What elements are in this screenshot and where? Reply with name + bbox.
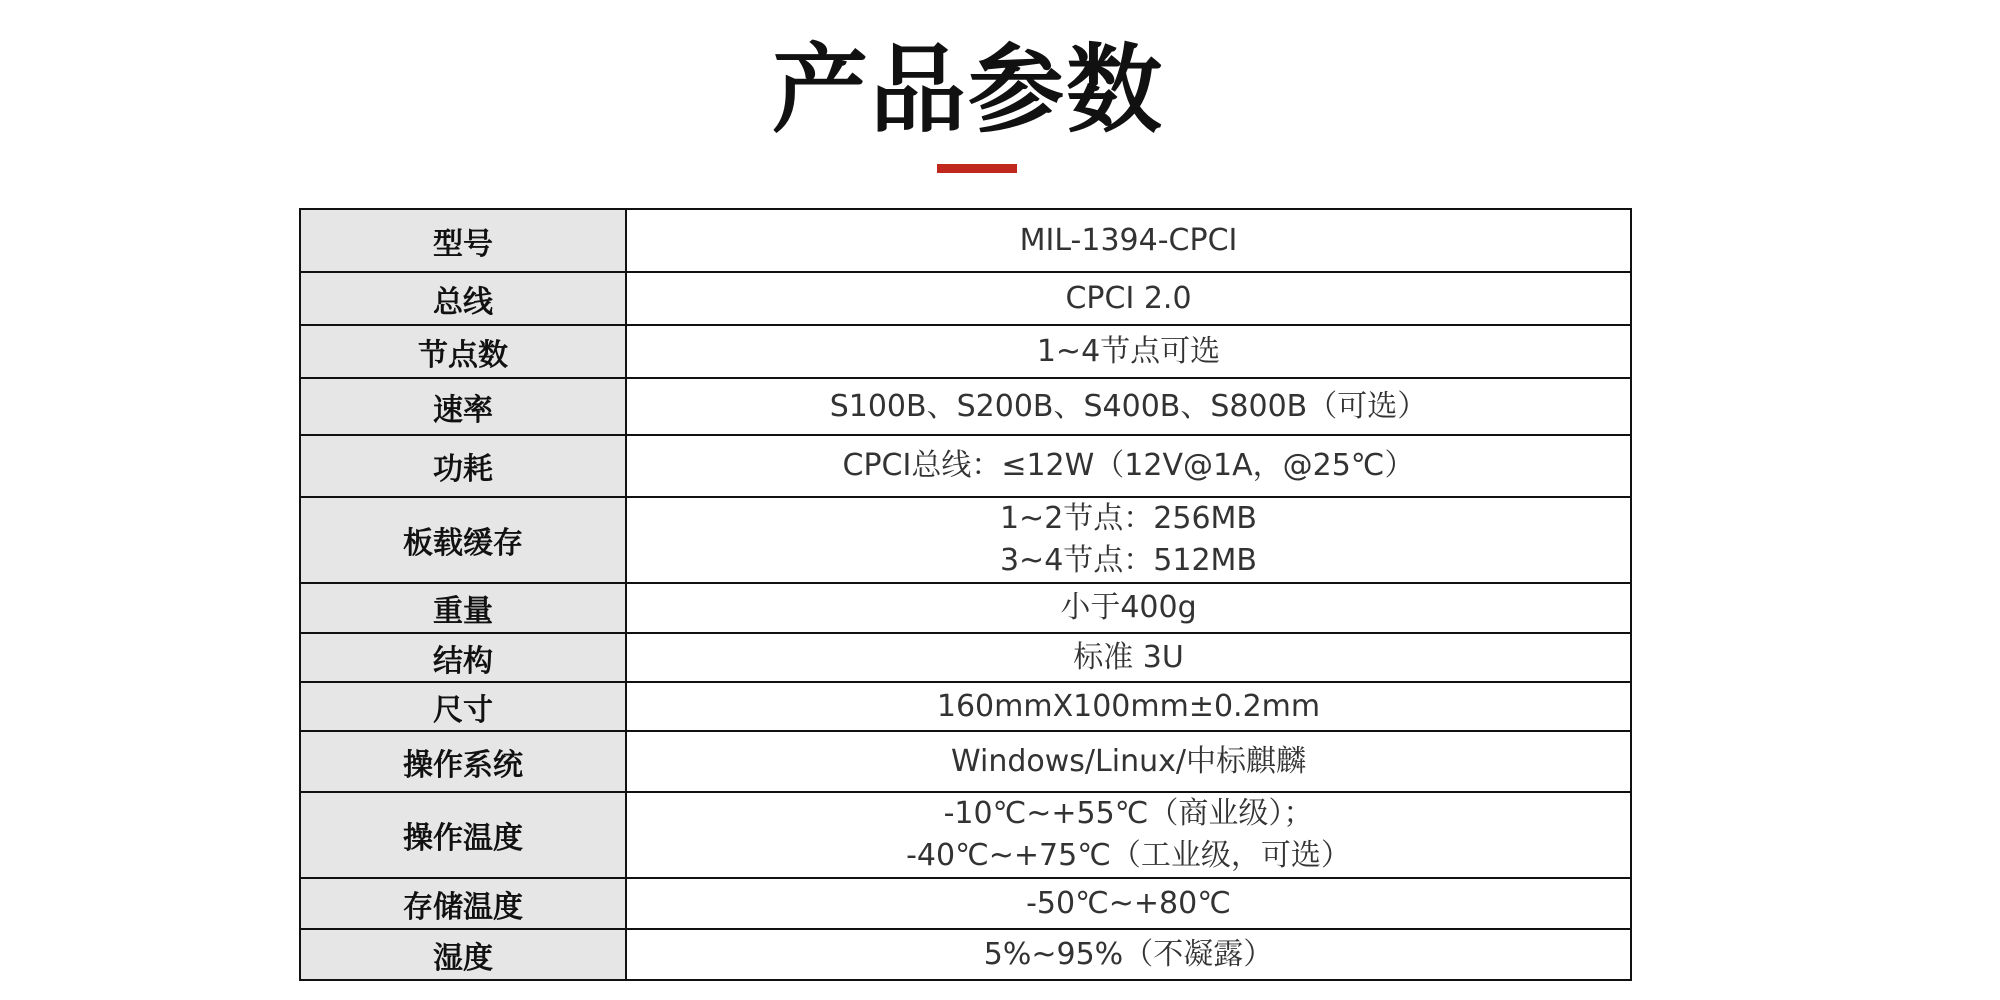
spec-label: 总线 [300, 272, 626, 325]
spec-value [626, 792, 1631, 878]
spec-value-line: -10℃~+55℃（商业级）； [943, 796, 1314, 831]
spec-value [626, 378, 1631, 435]
spec-label: 功耗 [300, 435, 626, 497]
spec-label: 操作系统 [300, 731, 626, 792]
spec-value-line: -50℃~+80℃ [1026, 885, 1231, 921]
spec-value [626, 929, 1631, 980]
spec-row-weight [300, 583, 1631, 633]
spec-row-humidity [300, 929, 1631, 980]
spec-label: 节点数 [300, 325, 626, 378]
spec-row-op-temp [300, 792, 1631, 878]
spec-row-rate [300, 378, 1631, 435]
spec-label: 型号 [300, 209, 626, 272]
spec-value-line: 160mmX100mm±0.2mm [936, 688, 1321, 724]
spec-value-line: CPCI 2.0 [1065, 280, 1192, 316]
spec-row-os [300, 731, 1631, 792]
spec-label: 板载缓存 [300, 497, 626, 583]
spec-value [626, 583, 1631, 633]
spec-value-line: 5%~95%（不凝露） [983, 936, 1274, 972]
spec-value-line: Windows/Linux/中标麒麟 [951, 743, 1306, 779]
spec-value [626, 878, 1631, 929]
spec-row-structure [300, 633, 1631, 682]
spec-row-storage-temp [300, 878, 1631, 929]
spec-label: 操作温度 [300, 792, 626, 878]
spec-value [626, 209, 1631, 272]
spec-value [626, 325, 1631, 378]
title-accent-bar [937, 164, 1017, 173]
spec-value [626, 731, 1631, 792]
spec-label: 速率 [300, 378, 626, 435]
spec-value [626, 497, 1631, 583]
spec-value [626, 435, 1631, 497]
spec-row-bus [300, 272, 1631, 325]
spec-value-line: S100B、S200B、S400B、S800B（可选） [829, 388, 1428, 424]
spec-value [626, 633, 1631, 682]
spec-label: 结构 [300, 633, 626, 682]
spec-value [626, 682, 1631, 731]
spec-label: 重量 [300, 583, 626, 633]
spec-row-model [300, 209, 1631, 272]
spec-value-line: 1~2节点：256MB [999, 501, 1258, 536]
spec-row-size [300, 682, 1631, 731]
spec-label: 湿度 [300, 929, 626, 980]
spec-value-line: 3~4节点：512MB [999, 543, 1258, 578]
spec-value-line: CPCI总线：≤12W（12V@1A，@25℃） [842, 448, 1415, 483]
spec-row-nodes [300, 325, 1631, 378]
spec-label: 存储温度 [300, 878, 626, 929]
spec-row-power [300, 435, 1631, 497]
spec-row-buffer [300, 497, 1631, 583]
spec-label: 尺寸 [300, 682, 626, 731]
spec-value [626, 272, 1631, 325]
spec-value-line: -40℃~+75℃（工业级，可选） [906, 838, 1351, 873]
page-title: 产品参数 [772, 34, 1164, 146]
spec-table [299, 208, 1632, 981]
spec-value-line: 标准 3U [1073, 639, 1184, 675]
spec-value-line: 1~4节点可选 [1036, 333, 1221, 369]
spec-value-line: 小于400g [1060, 590, 1197, 625]
spec-value-line: MIL-1394-CPCI [1019, 222, 1238, 258]
